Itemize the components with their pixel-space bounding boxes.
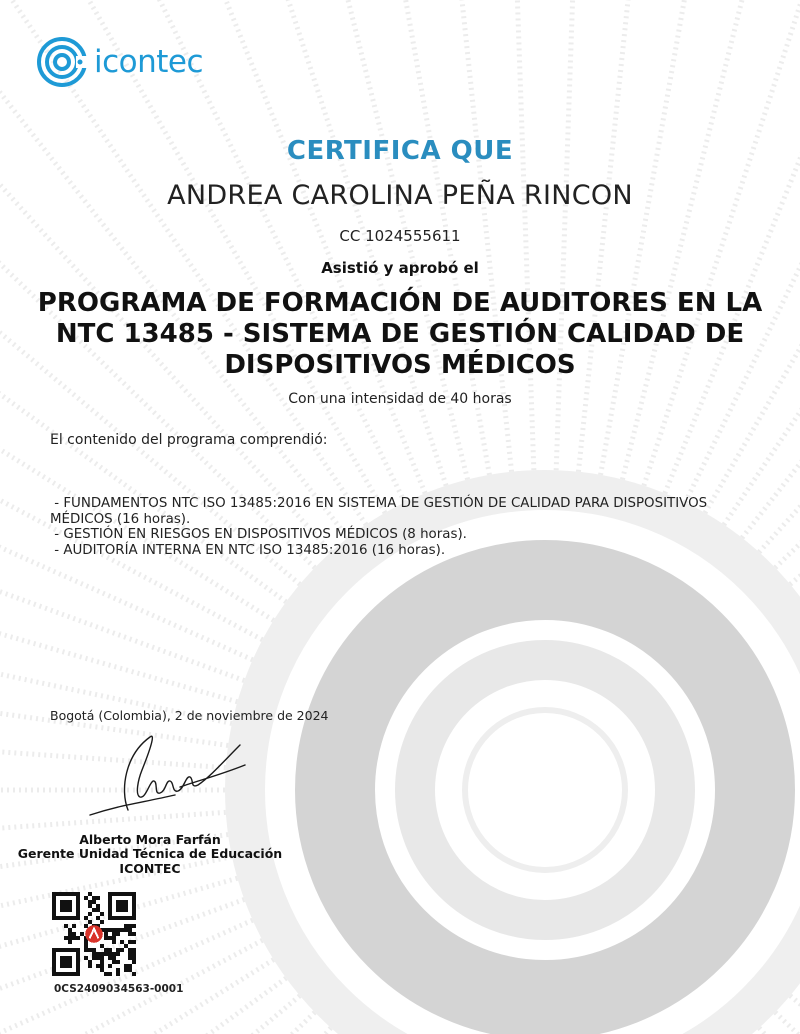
program-title-line: PROGRAMA DE FORMACIÓN DE AUDITORES EN LA	[37, 288, 763, 318]
attended-label: Asistió y aprobó el	[321, 259, 479, 277]
certificate-code: 0CS2409034563-0001	[54, 983, 184, 995]
intensity-text: Con una intensidad de 40 horas	[288, 391, 512, 407]
content-list	[50, 496, 750, 558]
icontec-logo	[36, 36, 203, 88]
content-line: - AUDITORÍA INTERNA EN NTC ISO 13485:2016 (16 horas).	[50, 542, 446, 558]
content-line: - FUNDAMENTOS NTC ISO 13485:2016 EN SISTEMA DE GESTIÓN DE CALIDAD PARA DISPOSITIVOS	[50, 496, 708, 511]
icontec-logo-icon	[36, 36, 88, 88]
qr-code-icon[interactable]	[52, 892, 136, 976]
program-title-line: NTC 13485 - SISTEMA DE GESTIÓN CALIDAD DE	[55, 319, 745, 349]
logo-text: icontec	[94, 44, 204, 80]
handwritten-signature-icon	[80, 725, 250, 825]
place-date: Bogotá (Colombia), 2 de noviembre de 2024	[50, 708, 329, 723]
content-line: - GESTIÓN EN RIESGOS EN DISPOSITIVOS MÉDICOS (8 horas).	[50, 527, 467, 542]
content-label: El contenido del programa comprendió:	[50, 432, 328, 448]
program-title-line: DISPOSITIVOS MÉDICOS	[224, 350, 576, 380]
background-ray	[775, 1012, 800, 1034]
signer-name: Alberto Mora Farfán	[79, 832, 221, 847]
recipient-id: CC 1024555611	[339, 227, 461, 245]
recipient-name: ANDREA CAROLINA PEÑA RINCON	[167, 180, 633, 211]
signer-role: Gerente Unidad Técnica de Educación ICONTEC	[17, 846, 283, 876]
content-line: MÉDICOS (16 horas).	[50, 511, 191, 527]
background-ray	[685, 0, 800, 502]
background-ray	[0, 1028, 331, 1034]
program-title	[30, 288, 770, 381]
certificate-heading: CERTIFICA QUE	[286, 136, 514, 166]
